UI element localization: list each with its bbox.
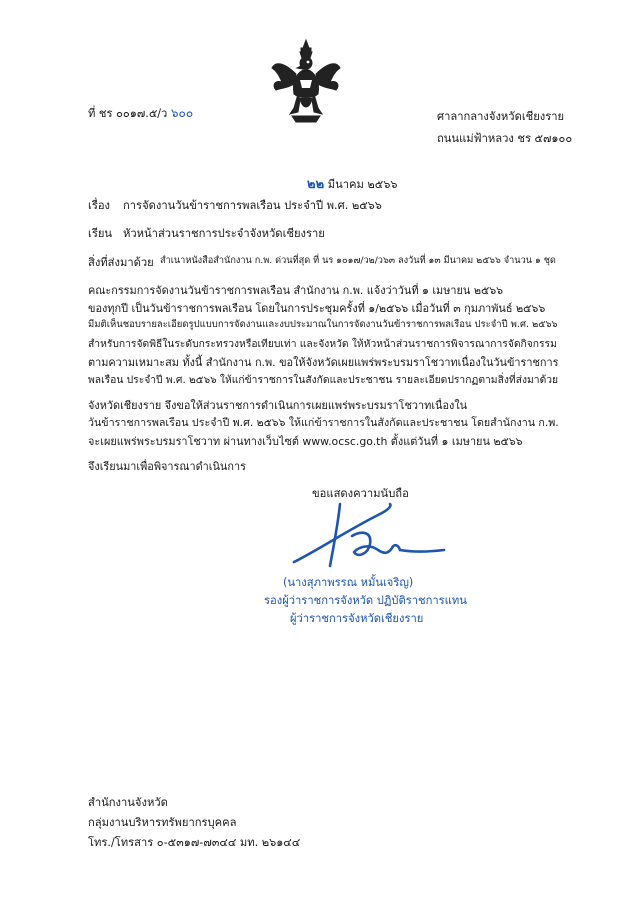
garuda-emblem-icon bbox=[270, 38, 342, 124]
body-para1-line: มีมติเห็นชอบรายละเอียดรูปแบบการจัดงานและงบประมาณในการจัดงานวันข้าราชการพลเรือน ประจำปี พ.ศ. ๒๕๖๖ bbox=[88, 319, 558, 330]
date-month-year: มีนาคม ๒๕๖๖ bbox=[324, 178, 398, 191]
document-number bbox=[88, 104, 193, 123]
document-number-handwritten: ๖๐๐ bbox=[170, 106, 194, 120]
enclosure-text: สำเนาหนังสือสำนักงาน ก.พ. ด่วนที่สุด ที่ นร ๑๐๑๗/ว๒/ว๖๓ ลงวันที่ ๑๓ มีนาคม ๒๕๖๖ จำนวน ๑ ชุด bbox=[160, 255, 556, 266]
closing-phrase: ขอแสดงความนับถือ bbox=[312, 487, 409, 500]
body-para1-line: ตามความเหมาะสม ทั้งนี้ สำนักงาน ก.พ. ขอให้จังหวัดเผยแพร่พระบรมราโชวาทเนื่องในวันข้าราชการ bbox=[88, 356, 559, 369]
footer-phone: โทร./โทรสาร ๐-๕๓๑๗-๗๓๔๔ มท. ๒๖๑๔๔ bbox=[88, 836, 301, 849]
recipient-label: เรียน bbox=[88, 227, 113, 240]
enclosure-label: สิ่งที่ส่งมาด้วย bbox=[88, 256, 154, 269]
recipient-text: หัวหน้าส่วนราชการประจำจังหวัดเชียงราย bbox=[123, 227, 325, 240]
document-number-prefix: ที่ ชร ๐๐๑๗.๕/ว bbox=[88, 107, 171, 120]
body-para2-line: วันข้าราชการพลเรือน ประจำปี พ.ศ. ๒๕๖๖ ให้แก่ข้าราชการในสังกัดและประชาชน โดยสำนักงาน ก.พ. bbox=[88, 416, 559, 429]
address-line-2: ถนนแม่ฟ้าหลวง ชร ๕๗๑๐๐ bbox=[437, 132, 573, 145]
signer-position-2: ผู้ว่าราชการจังหวัดเชียงราย bbox=[290, 612, 424, 625]
date-day-handwritten: ๒๒ bbox=[307, 177, 325, 192]
body-para2-line: จังหวัดเชียงราย จึงขอให้ส่วนราชการดำเนินการเผยแพร่พระบรมราโชวาทเนื่องใน bbox=[88, 399, 468, 412]
body-para2-line: จะเผยแพร่พระบรมราโชวาท ผ่านทางเว็บไซต์ www.ocsc.go.th ตั้งแต่วันที่ ๑ เมษายน ๒๕๖๖ bbox=[88, 435, 523, 448]
body-para3: จึงเรียนมาเพื่อพิจารณาดำเนินการ bbox=[88, 460, 246, 473]
body-para1-line: ของทุกปี เป็นวันข้าราชการพลเรือน โดยในการประชุมครั้งที่ ๑/๒๕๖๖ เมื่อวันที่ ๓ กุมภาพันธ์ ๒๕๖๖ bbox=[88, 302, 546, 315]
body-para1-line: คณะกรรมการจัดงานวันข้าราชการพลเรือน สำนักงาน ก.พ. แจ้งว่าวันที่ ๑ เมษายน ๒๕๖๖ bbox=[88, 284, 504, 297]
signer-name: (นางสุภาพรรณ หมั้นเจริญ) bbox=[283, 576, 414, 589]
signer-position-1: รองผู้ว่าราชการจังหวัด ปฏิบัติราชการแทน bbox=[264, 594, 467, 607]
subject-label: เรื่อง bbox=[88, 199, 111, 212]
footer-division: กลุ่มงานบริหารทรัพยากรบุคคล bbox=[88, 816, 237, 829]
body-para1-line: พลเรือน ประจำปี พ.ศ. ๒๕๖๖ ให้แก่ข้าราชการในสังกัดและประชาชน รายละเอียดปรากฏตามสิ่งที่ส่งมาด้วย bbox=[88, 374, 559, 386]
body-para1-line: สำหรับการจัดพิธีในระดับกระทรวงหรือเทียบเท่า และจังหวัด ให้หัวหน้าส่วนราชการพิจารณาการจัดกิจกรรม bbox=[88, 338, 557, 350]
subject-text: การจัดงานวันข้าราชการพลเรือน ประจำปี พ.ศ. ๒๕๖๖ bbox=[123, 199, 382, 212]
document-date bbox=[307, 173, 397, 194]
handwritten-signature-icon bbox=[288, 500, 448, 572]
address-line-1: ศาลากลางจังหวัดเชียงราย bbox=[437, 110, 565, 123]
footer-office: สำนักงานจังหวัด bbox=[88, 796, 168, 809]
